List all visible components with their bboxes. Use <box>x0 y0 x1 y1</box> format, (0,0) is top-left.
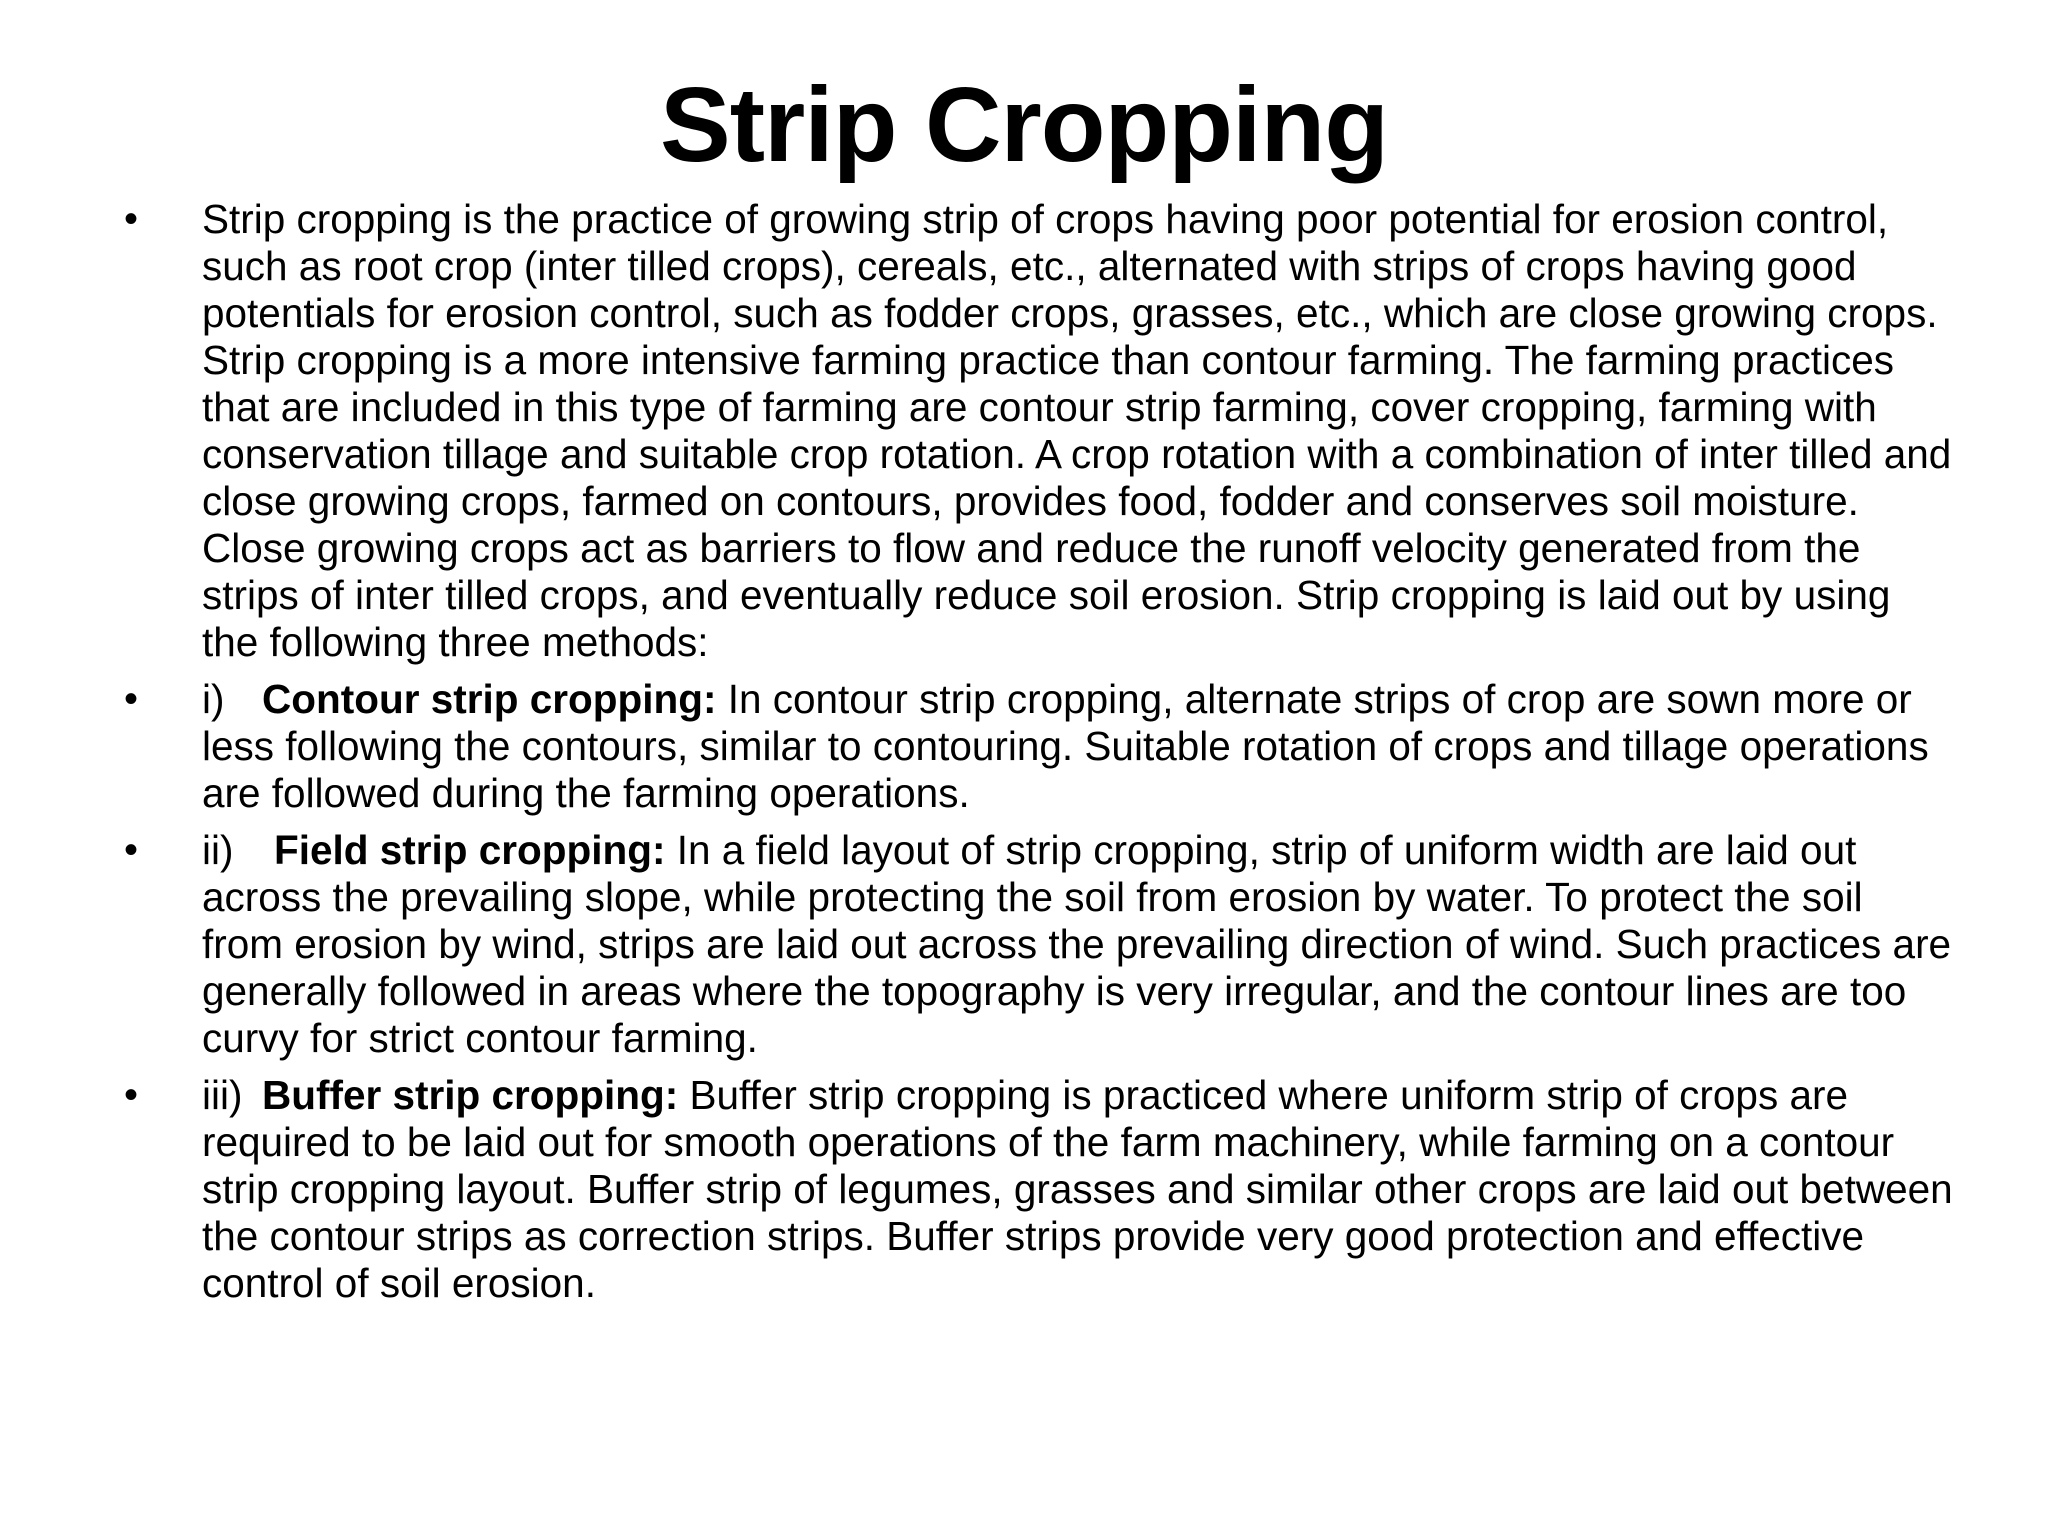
bullet-numeral: i) <box>202 676 225 722</box>
slide-title: Strip Cropping <box>660 66 1388 184</box>
bullet-field-strip-cropping <box>124 827 1954 1062</box>
bullet-text: In contour strip cropping, alternate strips of crop are sown more or less following the contours, similar to contouring. Suitable rotation of crops and tillage operations are followed during the farming operations. <box>202 676 1929 816</box>
bullet-list <box>124 196 1954 1317</box>
bullet-text: In a field layout of strip cropping, strip of uniform width are laid out across the prevailing slope, while protecting the soil from erosion by water. To protect the soil from erosion by wind, strips are laid out across the prevailing direction of wind. Such practices are generally followed in areas where the topography is very irregular, and the contour lines are too curvy for strict contour farming. <box>202 827 1952 1061</box>
bullet-text: Strip cropping is the practice of growing strip of crops having poor potential for erosion control, such as root crop (inter tilled crops), cereals, etc., alternated with strips of crops having good potentials for erosion control, such as fodder crops, grasses, etc., which are close growing crops. Strip cropping is a more intensive farming practice than contour farming. The farming practices that are included in this type of farming are contour strip farming, cover cropping, farming with conservation tillage and suitable crop rotation. A crop rotation with a combination of inter tilled and close growing crops, farmed on contours, provides food, fodder and conserves soil moisture. Close growing crops act as barriers to flow and reduce the runoff velocity generated from the strips of inter tilled crops, and eventually reduce soil erosion. Strip cropping is laid out by using the following three methods: <box>202 196 1952 665</box>
bullet-dot-icon: • <box>124 197 139 241</box>
bullet-numeral: iii) <box>202 1072 243 1118</box>
bullet-intro <box>124 196 1954 666</box>
bullet-numeral: ii) <box>202 827 234 873</box>
bullet-dot-icon: • <box>124 828 139 872</box>
bullet-contour-strip-cropping <box>124 676 1954 817</box>
bullet-dot-icon: • <box>124 1073 139 1117</box>
bullet-dot-icon: • <box>124 677 139 721</box>
bullet-term: Contour strip cropping: <box>262 676 717 722</box>
bullet-buffer-strip-cropping <box>124 1072 1954 1307</box>
bullet-term: Buffer strip cropping: <box>262 1072 679 1118</box>
bullet-text: Buffer strip cropping is practiced where uniform strip of crops are required to be laid out for smooth operations of the farm machinery, while farming on a contour strip cropping layout. Buffer strip of legumes, grasses and similar other crops are laid out between the contour strips as correction strips. Buffer strips provide very good protection and effective control of soil erosion. <box>202 1072 1953 1306</box>
bullet-term: Field strip cropping: <box>274 827 666 873</box>
